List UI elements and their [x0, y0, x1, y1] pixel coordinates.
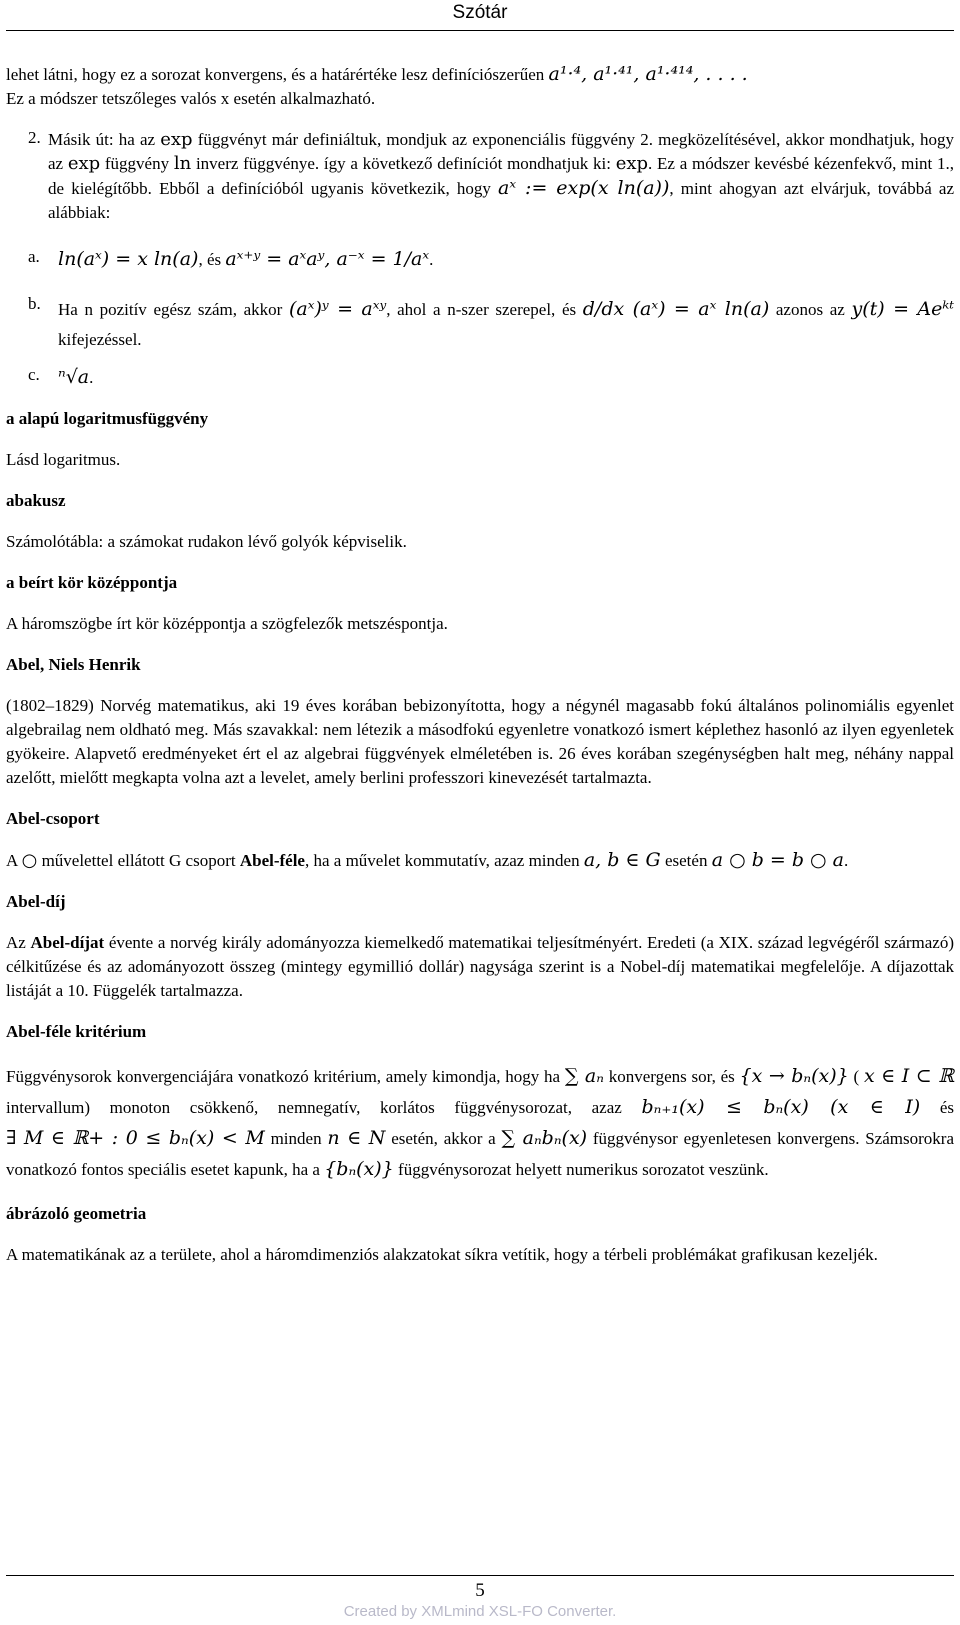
- power-sequence-formula: a¹·⁴, a¹·⁴¹, a¹·⁴¹⁴, . . . .: [548, 63, 748, 85]
- entry-term: Abel-díj: [6, 892, 66, 911]
- entry-body: A háromszögbe írt kör középpontja a szögfelezők metszéspontja.: [6, 614, 448, 633]
- entry-term: a alapú logaritmusfüggvény: [6, 409, 209, 428]
- running-header: Szótár: [452, 2, 508, 23]
- header-divider: [6, 30, 954, 31]
- item-2-b: b. Ha n pozitív egész szám, akkor (aˣ)ʸ = aˣʸ, ahol a n-szer szerepel, és d/dx (aˣ) = aˣ ln(a) azonos az y(t) = Aeᵏᵗ kifejezéssel.: [28, 294, 955, 349]
- entry-body: A matematikának az a területe, ahol a háromdimenziós alakzatokat síkra vetítik, hogy a térbeli problémákat grafikusan kezeljék.: [6, 1245, 878, 1264]
- entry-body: Függvénysorok konvergenciájára vonatkozó kritérium, amely kimondja, hogy ha ∑ aₙ konvergens sor, és {x → bₙ(x)} ( x ∈ I ⊂ ℝ intervallum) monoton csökkenő, nemnegatív, korlátos függvénysorozat, azaz bₙ₊₁(x) ≤ bₙ(x) (x ∈ I) és ∃ M ∈ ℝ+ : 0 ≤ bₙ(x) < M minden n ∈ N esetén, akkor a ∑ aₙbₙ(x) függvénysor egyenletesen konvergens. Számsorokra vonatkozó fontos speciális esetet kapunk, ha a {bₙ(x)} függvénysorozat helyett numerikus sorozatot veszünk.: [6, 1065, 955, 1180]
- item-2: 2. Másik út: ha az exp függvényt már definiáltuk, mondjuk az exponenciális függvény 2. megközelítésével, akkor mondhatjuk, hogy az exp függvény ln inverz függvénye. így a következő definíciót mondhatjuk ki: exp. Ez a módszer kevésbé kézenfekvő, mint 1., de kielégítőbb. Ebből a definícióból ugyanis következik, hogy aˣ := exp(x ln(a)), mint ahogyan azt elvárjuk, továbbá az alábbiak:: [28, 128, 955, 222]
- page-number: 5: [475, 1580, 485, 1601]
- intro-line-2: Ez a módszer tetszőleges valós x esetén alkalmazható.: [6, 89, 376, 108]
- entry-term: ábrázoló geometria: [6, 1204, 147, 1223]
- page-body: [6, 62, 954, 1267]
- entry-body: A ○ művelettel ellátott G csoport Abel-féle, ha a művelet kommutatív, azaz minden a, b ∈ G esetén a ○ b = b ○ a.: [6, 849, 849, 871]
- item-2-a: a. ln(aˣ) = x ln(a), és aˣ⁺ʸ = aˣaʸ, a⁻ˣ = 1/aˣ.: [28, 247, 434, 270]
- entry-term: abakusz: [6, 491, 66, 510]
- entry-term: Abel-csoport: [6, 809, 100, 828]
- entry-term: a beírt kör középpontja: [6, 573, 178, 592]
- entry-body: (1802–1829) Norvég matematikus, aki 19 éves korában bebizonyította, hogy a négynél magasabb fokú általános polinomiális egyenlet algebrailag nem oldható meg. Más szavakkal: nem létezik a másodfokú egyenletre vonatkozó ismert képlethez hasonló az ilyen egyenletek gyökeire. Alapvető eredményeket ért el az algebrai függvények elméletében is. 26 éves korában szegénységben halt meg, néhány nappal azelőtt, mielőtt megkapta volna azt a levelet, amely berlini professzori kinevezését tartalmazta.: [6, 696, 954, 787]
- definition-formula: aˣ := exp(x ln(a)): [498, 177, 670, 199]
- entry-term: Abel-féle kritérium: [6, 1022, 147, 1041]
- entry-body: Az Abel-díjat évente a norvég király adományozza kiemelkedő matematikai teljesítményért. Eredeti (a XIX. század legvégéről származó) célkitűzése és az adományozott összeg (mintegy egymillió dollár) nagysága szerint is a Nobel-díj matematikai megfelelője. A díjazottak listáját a 10. Függelék tartalmazza.: [6, 933, 954, 1000]
- footer-divider: [6, 1575, 954, 1576]
- generator-credit: Created by XMLmind XSL-FO Converter.: [343, 1603, 617, 1620]
- entry-body: Lásd logaritmus.: [6, 450, 121, 469]
- intro-line-1: lehet látni, hogy ez a sorozat konvergens, és a határértéke lesz definíciószerűen a¹·⁴, a¹·⁴¹, a¹·⁴¹⁴, . . . .: [6, 63, 748, 85]
- item-2-c: c. ⁿ√a.: [28, 365, 94, 388]
- entry-body: Számolótábla: a számokat rudakon lévő golyók képviselik.: [6, 532, 407, 551]
- entry-term: Abel, Niels Henrik: [6, 655, 141, 674]
